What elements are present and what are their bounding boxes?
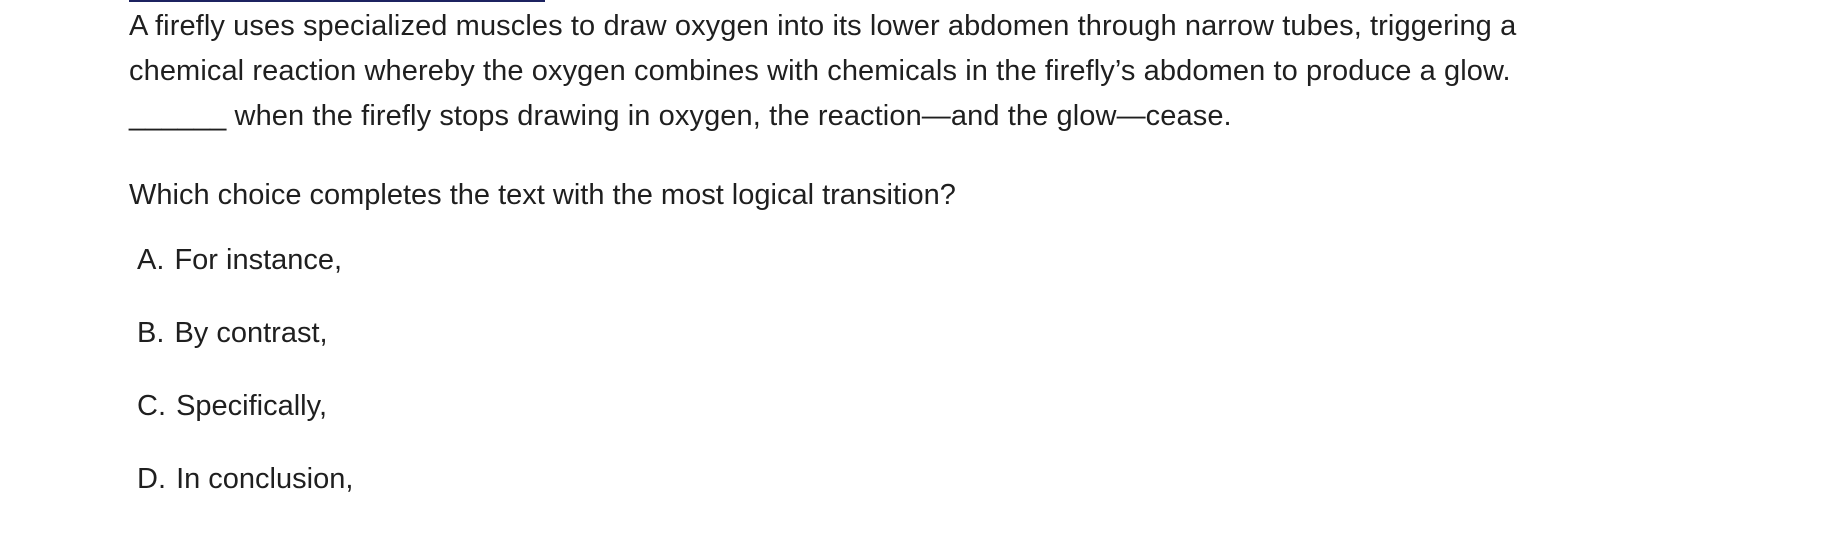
choice-text: Specifically, xyxy=(176,390,328,422)
choice-text: For instance, xyxy=(174,244,343,276)
choice-c[interactable] xyxy=(137,384,353,457)
choice-text: By contrast, xyxy=(174,317,328,349)
choice-d[interactable] xyxy=(137,457,353,530)
passage-line-3: ______ when the firefly stops drawing in oxygen, the reaction—and the glow—cease. xyxy=(129,100,1232,132)
choice-letter: D. xyxy=(137,463,166,495)
passage-line-2: chemical reaction whereby the oxygen combines with chemicals in the firefly’s abdomen to produce a glow. xyxy=(129,55,1511,87)
answer-choices xyxy=(137,238,353,530)
choice-text: In conclusion, xyxy=(176,463,354,495)
question-prompt: Which choice completes the text with the most logical transition? xyxy=(129,179,956,211)
passage-line-1: A firefly uses specialized muscles to draw oxygen into its lower abdomen through narrow tubes, triggering a xyxy=(129,10,1517,42)
choice-b[interactable] xyxy=(137,311,353,384)
passage-text xyxy=(129,4,1769,139)
choice-letter: B. xyxy=(137,317,165,349)
passage-top-rule xyxy=(129,0,545,2)
choice-letter: C. xyxy=(137,390,166,422)
choice-letter: A. xyxy=(137,244,165,276)
choice-a[interactable] xyxy=(137,238,353,311)
